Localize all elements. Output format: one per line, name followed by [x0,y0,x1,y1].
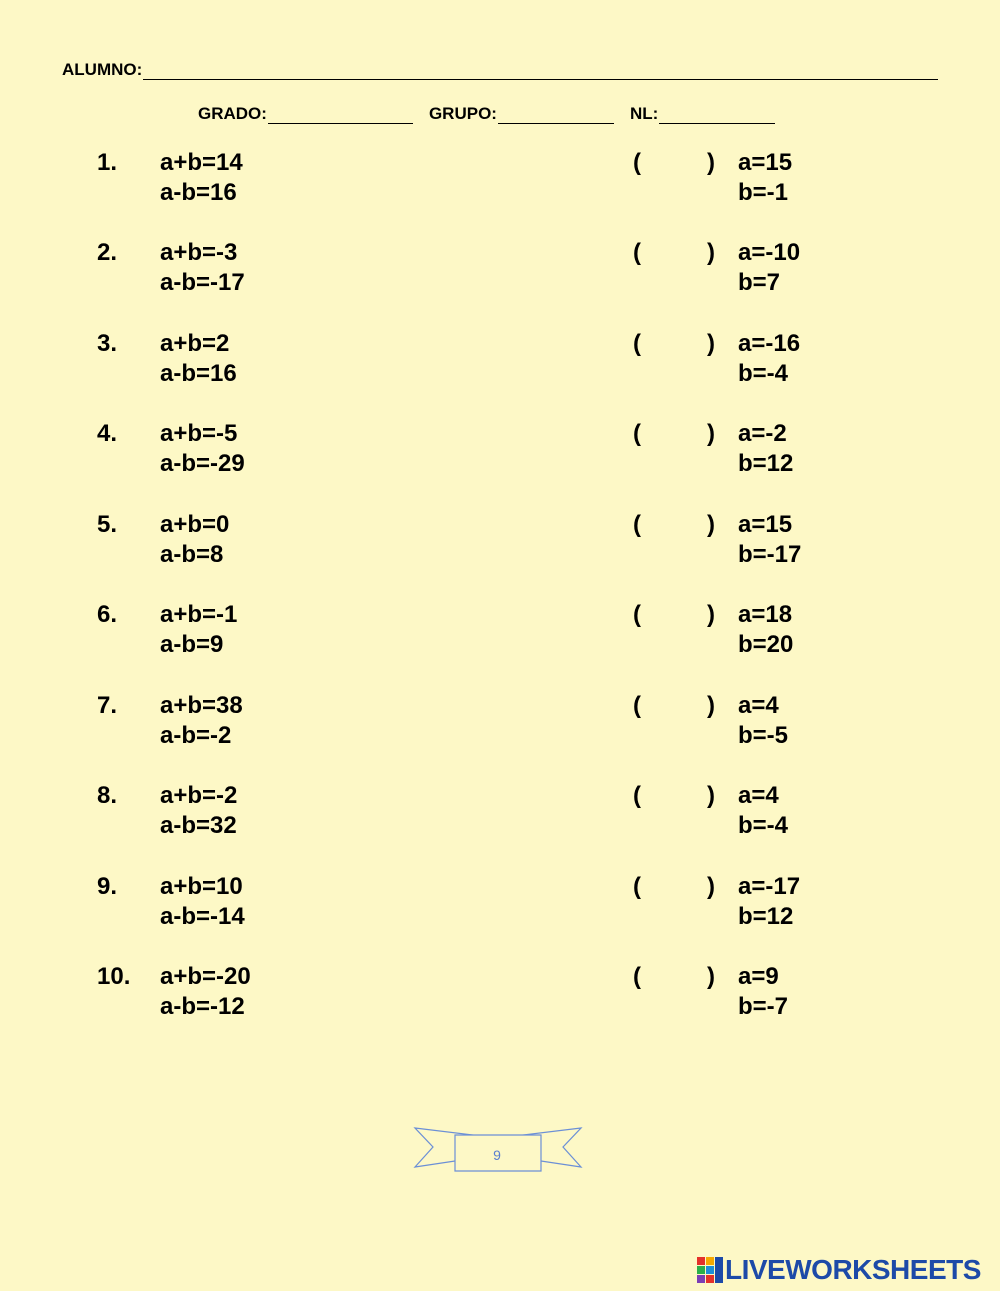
solution-b: b=20 [738,631,794,658]
nl-field [630,104,775,124]
exercise-item-10 [0,962,1000,1026]
equation-difference: a-b=-14 [160,903,245,930]
item-number: 1. [97,149,118,176]
close-paren: ) [707,782,715,809]
equation-sum: a+b=-5 [160,420,238,447]
equation-difference: a-b=-17 [160,269,245,296]
equation-system [160,600,237,660]
answer-input-7[interactable] [648,693,708,723]
item-number: 8. [97,782,118,809]
alumno-label: ALUMNO: [62,60,143,79]
close-paren: ) [707,511,715,538]
equation-sum: a+b=14 [160,149,243,176]
solution-option [738,148,792,208]
equation-system [160,419,245,479]
equation-sum: a+b=-1 [160,601,238,628]
solution-b: b=12 [738,903,794,930]
solution-b: b=-5 [738,722,789,749]
open-paren: ( [633,239,641,266]
exercise-item-4 [0,419,1000,483]
equation-sum: a+b=38 [160,692,243,719]
equation-system [160,148,243,208]
solution-a: a=-17 [738,873,801,900]
open-paren: ( [633,149,641,176]
solution-option [738,329,800,389]
equation-difference: a-b=16 [160,179,237,206]
equation-difference: a-b=32 [160,812,237,839]
solution-option [738,781,788,841]
solution-a: a=4 [738,692,779,719]
exercise-item-9 [0,872,1000,936]
item-number: 9. [97,873,118,900]
open-paren: ( [633,782,641,809]
close-paren: ) [707,963,715,990]
equation-sum: a+b=2 [160,330,230,357]
equation-system [160,872,245,932]
item-number: 7. [97,692,118,719]
grupo-label: GRUPO: [428,104,497,123]
item-number: 3. [97,330,118,357]
equation-sum: a+b=0 [160,511,230,538]
exercise-item-2 [0,238,1000,302]
item-number: 6. [97,601,118,628]
nl-blank-line [659,107,775,124]
exercise-item-1 [0,148,1000,212]
solution-a: a=-2 [738,420,787,447]
alumno-blank-line [143,63,938,80]
item-number: 10. [97,963,131,990]
solution-option [738,238,800,298]
grupo-field [429,104,614,124]
item-number: 2. [97,239,118,266]
liveworksheets-logo [697,1253,981,1287]
info-row [198,102,775,124]
answer-input-10[interactable] [648,964,708,994]
solution-a: a=15 [738,149,793,176]
answer-input-4[interactable] [648,421,708,451]
exercise-item-6 [0,600,1000,664]
equation-system [160,691,243,751]
solution-a: a=15 [738,511,793,538]
equation-system [160,962,251,1022]
close-paren: ) [707,873,715,900]
open-paren: ( [633,873,641,900]
solution-b: b=-4 [738,360,789,387]
grupo-blank-line [498,107,614,124]
equation-difference: a-b=-2 [160,722,232,749]
item-number: 4. [97,420,118,447]
exercise-item-7 [0,691,1000,755]
close-paren: ) [707,692,715,719]
solution-a: a=9 [738,963,779,990]
grado-field [198,104,413,124]
solution-b: b=7 [738,269,781,296]
grado-blank-line [268,107,413,124]
answer-input-1[interactable] [648,150,708,180]
solution-a: a=18 [738,601,793,628]
logo-text: LIVEWORKSHEETS [725,1254,981,1285]
solution-a: a=-16 [738,330,801,357]
solution-b: b=-4 [738,812,789,839]
answer-input-5[interactable] [648,512,708,542]
solution-option [738,962,788,1022]
close-paren: ) [707,601,715,628]
solution-option [738,872,800,932]
answer-input-3[interactable] [648,331,708,361]
open-paren: ( [633,601,641,628]
equation-sum: a+b=-2 [160,782,238,809]
close-paren: ) [707,239,715,266]
alumno-field [62,58,938,80]
item-number: 5. [97,511,118,538]
solution-option [738,419,793,479]
solution-b: b=12 [738,450,794,477]
solution-b: b=-7 [738,993,789,1020]
equation-difference: a-b=16 [160,360,237,387]
equation-sum: a+b=-20 [160,963,251,990]
solution-b: b=-17 [738,541,802,568]
nl-label: NL: [629,104,659,123]
solution-b: b=-1 [738,179,789,206]
equation-difference: a-b=9 [160,631,224,658]
close-paren: ) [707,420,715,447]
equation-system [160,238,245,298]
solution-option [738,691,788,751]
solution-option [738,510,801,570]
liveworksheets-logo-icon [697,1257,723,1283]
grado-label: GRADO: [198,104,267,123]
close-paren: ) [707,149,715,176]
equation-system [160,329,237,389]
open-paren: ( [633,692,641,719]
answer-input-9[interactable] [648,874,708,904]
answer-input-6[interactable] [648,602,708,632]
solution-option [738,600,793,660]
open-paren: ( [633,330,641,357]
open-paren: ( [633,511,641,538]
open-paren: ( [633,963,641,990]
equation-difference: a-b=-12 [160,993,245,1020]
exercise-item-8 [0,781,1000,845]
solution-a: a=4 [738,782,779,809]
open-paren: ( [633,420,641,447]
close-paren: ) [707,330,715,357]
equation-difference: a-b=-29 [160,450,245,477]
equation-sum: a+b=-3 [160,239,238,266]
equation-difference: a-b=8 [160,541,224,568]
answer-input-8[interactable] [648,783,708,813]
equation-system [160,510,229,570]
equation-system [160,781,237,841]
answer-input-2[interactable] [648,240,708,270]
exercise-item-3 [0,329,1000,393]
equation-sum: a+b=10 [160,873,243,900]
exercise-item-5 [0,510,1000,574]
solution-a: a=-10 [738,239,801,266]
page-number: 9 [493,1147,501,1163]
